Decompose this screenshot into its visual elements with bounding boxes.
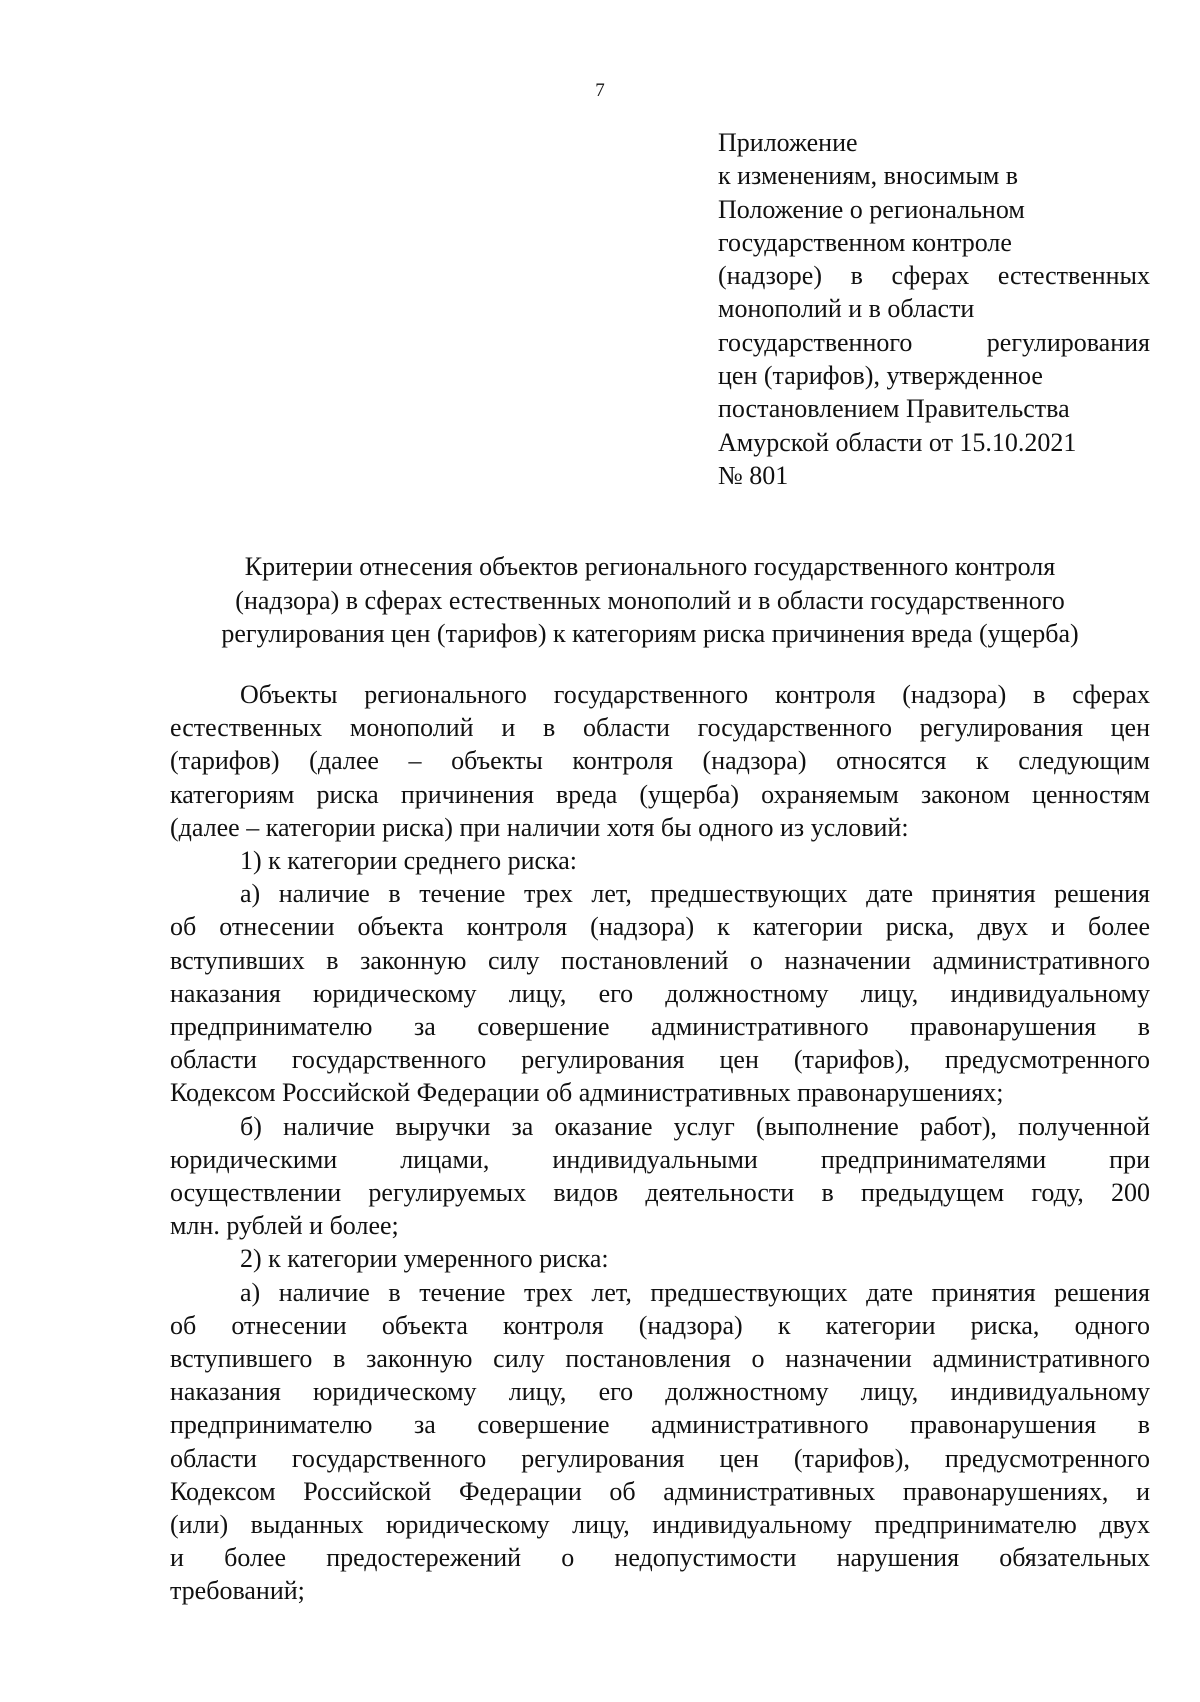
appendix-line: Положение о региональном — [718, 194, 1025, 224]
appendix-line: (надзоре) в сферах естественных — [718, 261, 1150, 291]
appendix-line: цен (тарифов), утвержденное — [718, 361, 1043, 391]
appendix-line: постановлением Правительства — [718, 394, 1070, 424]
title-line: Критерии отнесения объектов регионального государственного контроля — [244, 552, 1056, 581]
appendix-line: государственного регулирования — [718, 327, 1150, 357]
title-line: (надзора) в сферах естественных монополий и в области государственного — [235, 585, 1065, 615]
body-line: наказания юридическому лицу, его должностному лицу, индивидуальному — [170, 978, 1150, 1008]
appendix-line: к изменениям, вносимым в — [718, 161, 1019, 191]
page-number: 7 — [595, 80, 605, 101]
body-line: естественных монополий и в области государственного регулирования цен — [170, 713, 1150, 743]
body-line: наказания юридическому лицу, его должностному лицу, индивидуальному — [170, 1377, 1150, 1407]
body-line: а) наличие в течение трех лет, предшествующих дате принятия решения — [240, 879, 1150, 909]
appendix-header — [718, 126, 1150, 492]
body-line: осуществлении регулируемых видов деятельности в предыдущем году, 200 — [170, 1178, 1150, 1208]
body-line: Кодексом Российской Федерации об административных правонарушениях; — [170, 1078, 1004, 1108]
body-line: области государственного регулирования цен (тарифов), предусмотренного — [170, 1443, 1150, 1473]
appendix-line: № 801 — [718, 460, 789, 490]
document-title — [150, 550, 1150, 651]
body-line: а) наличие в течение трех лет, предшествующих дате принятия решения — [240, 1277, 1150, 1307]
body-line: и более предостережений о недопустимости нарушения обязательных — [170, 1543, 1150, 1573]
body-line: категориям риска причинения вреда (ущерба) охраняемым законом ценностям — [170, 779, 1150, 809]
body-line: об отнесении объекта контроля (надзора) к категории риска, одного — [170, 1310, 1150, 1340]
body-line: б) наличие выручки за оказание услуг (выполнение работ), полученной — [240, 1111, 1150, 1141]
body-line: 2) к категории умеренного риска: — [240, 1244, 609, 1274]
body-line: вступившего в законную силу постановления о назначении административного — [170, 1344, 1150, 1374]
document-body — [170, 678, 1150, 1608]
body-line: требований; — [170, 1576, 305, 1606]
body-line: области государственного регулирования цен (тарифов), предусмотренного — [170, 1045, 1150, 1075]
body-line: предпринимателю за совершение административного правонарушения в — [170, 1410, 1150, 1440]
body-line: (тарифов) (далее – объекты контроля (надзора) относятся к следующим — [170, 746, 1150, 776]
appendix-line: Приложение — [718, 128, 858, 157]
body-line: предпринимателю за совершение административного правонарушения в — [170, 1012, 1150, 1042]
body-line: 1) к категории среднего риска: — [240, 846, 578, 876]
body-line: млн. рублей и более; — [170, 1211, 399, 1241]
body-line: Кодексом Российской Федерации об административных правонарушениях, и — [170, 1476, 1150, 1506]
body-line: (или) выданных юридическому лицу, индивидуальному предпринимателю двух — [170, 1510, 1150, 1540]
body-line: (далее – категории риска) при наличии хотя бы одного из условий: — [170, 812, 909, 842]
title-line: регулирования цен (тарифов) к категориям риска причинения вреда (ущерба) — [221, 619, 1079, 648]
body-line: об отнесении объекта контроля (надзора) к категории риска, двух и более — [170, 912, 1150, 942]
body-line: вступивших в законную силу постановлений о назначении административного — [170, 945, 1150, 975]
appendix-line: монополий и в области — [718, 294, 975, 324]
appendix-line: Амурской области от 15.10.2021 — [718, 427, 1077, 457]
body-line: юридическими лицами, индивидуальными предпринимателями при — [170, 1144, 1150, 1174]
body-line: Объекты регионального государственного контроля (надзора) в сферах — [240, 680, 1150, 709]
appendix-line: государственном контроле — [718, 227, 1012, 257]
